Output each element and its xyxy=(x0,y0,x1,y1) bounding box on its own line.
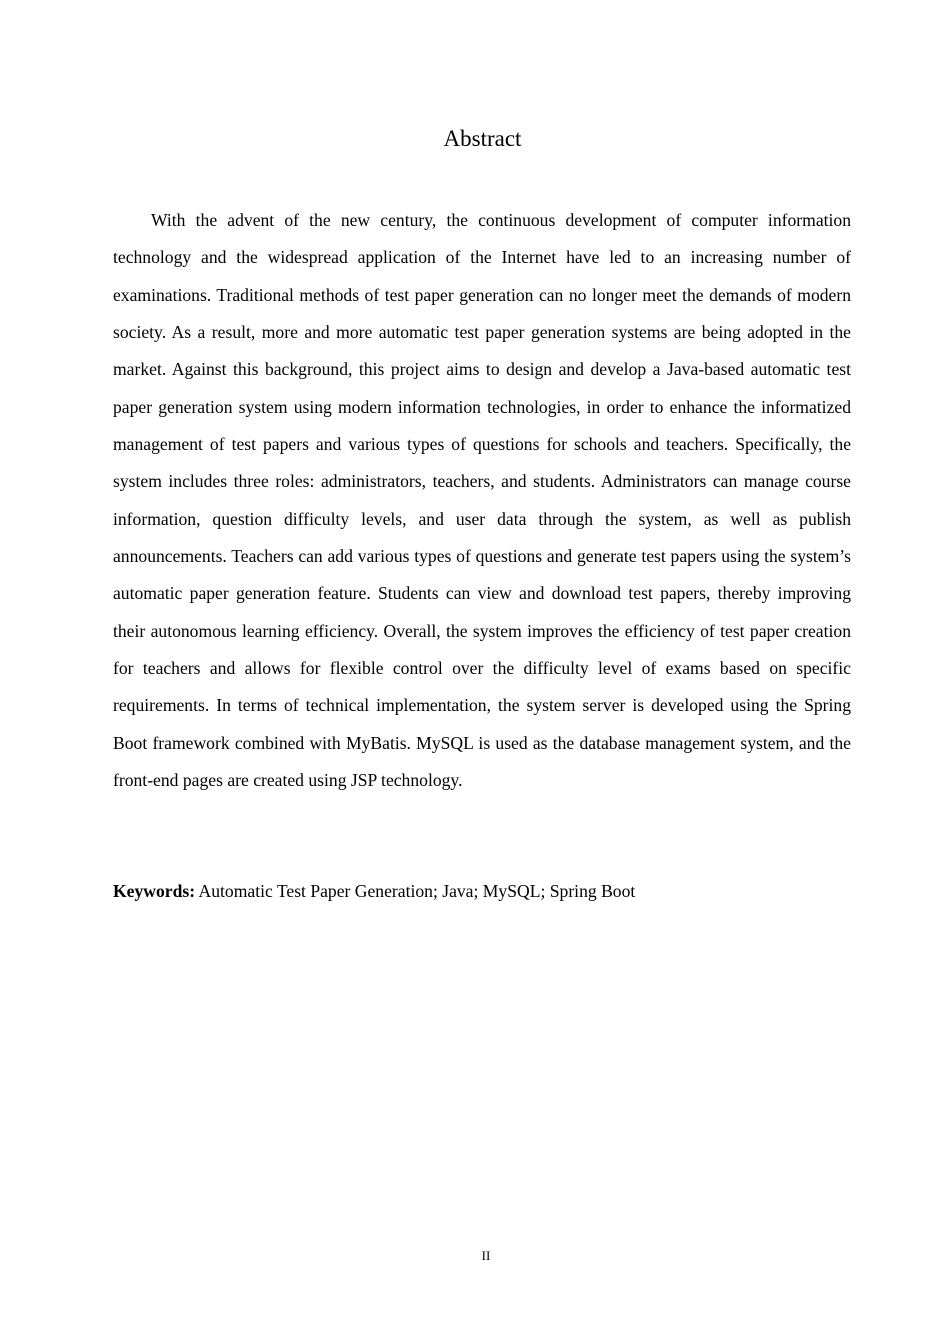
keywords-label: Keywords: xyxy=(113,881,196,901)
keywords-text: Automatic Test Paper Generation; Java; MySQL; Spring Boot xyxy=(195,881,636,901)
keywords-line xyxy=(113,873,851,910)
page-number: II xyxy=(481,1248,491,1263)
abstract-heading: Abstract xyxy=(443,126,522,151)
abstract-paragraph: With the advent of the new century, the continuous development of computer information technology and the widespread application of the Internet have led to an increasing number of examinations. Traditional methods of test paper generation can no longer meet the demands of modern society. As a result, more and more automatic test paper generation systems are being adopted in the market. Against this background, this project aims to design and develop a Java-based automatic test paper generation system using modern information technologies, in order to enhance the informatized management of test papers and various types of questions for schools and teachers. Specifically, the system includes three roles: administrators, teachers, and students. Administrators can manage course information, question difficulty levels, and user data through the system, as well as publish announcements. Teachers can add various types of questions and generate test papers using the system’s automatic paper generation feature. Students can view and download test papers, thereby improving their autonomous learning efficiency. Overall, the system improves the efficiency of test paper creation for teachers and allows for flexible control over the difficulty level of exams based on specific requirements. In terms of technical implementation, the system server is developed using the Spring Boot framework combined with MyBatis. MySQL is used as the database management system, and the front-end pages are created using JSP technology. xyxy=(113,210,851,791)
